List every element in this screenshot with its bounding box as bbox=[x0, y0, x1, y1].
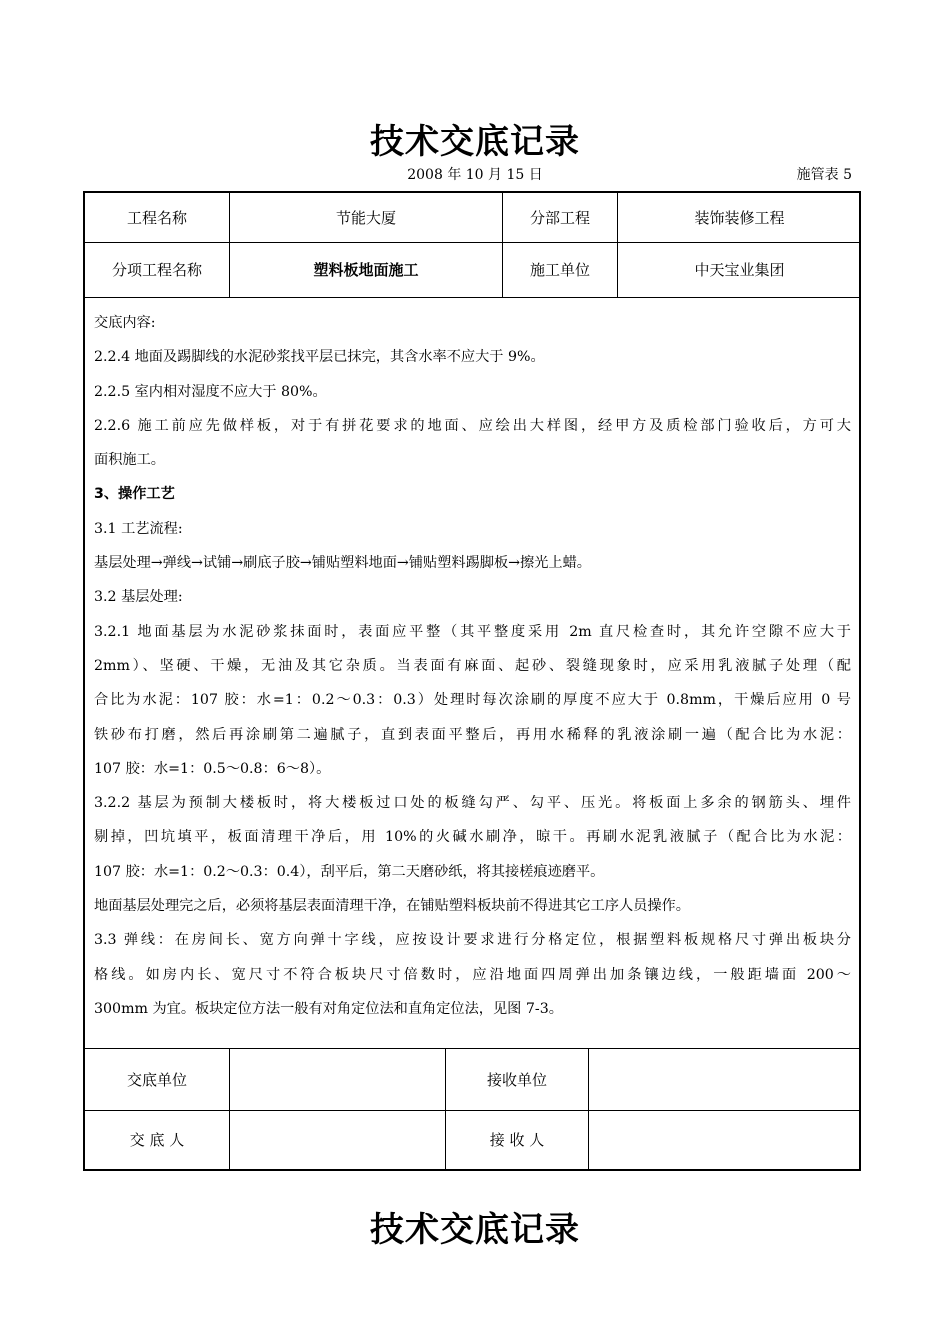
header-row-subproject bbox=[85, 242, 859, 298]
handover-person-field[interactable] bbox=[230, 1110, 446, 1169]
content-line: 3.2 基层处理: bbox=[94, 589, 183, 606]
receiving-unit-label: 接收单位 bbox=[446, 1049, 589, 1110]
form-code: 施管表 5 bbox=[796, 167, 852, 183]
project-name-label: 工程名称 bbox=[85, 193, 230, 242]
receiving-unit-field[interactable] bbox=[589, 1049, 861, 1110]
content-line: 3.2.1 地面基层为水泥砂浆抹面时，表面应平整（其平整度采用 2m 直尺检查时，其允许空隙不应大于 bbox=[94, 623, 851, 640]
next-page-title: 技术交底记录 bbox=[370, 1210, 580, 1250]
signature-row-unit bbox=[85, 1049, 859, 1111]
content-line: 地面基层处理完之后，必须将基层表面清理干净，在铺贴塑料板块前不得进其它工序人员操作。 bbox=[94, 898, 690, 915]
content-line: 107 胶：水=1：0.2～0.3：0.4），刮平后，第二天磨砂纸，将其接槎痕迹磨平。 bbox=[94, 863, 605, 880]
content-line: 2mm）、坚硬、干燥，无油及其它杂质。当表面有麻面、起砂、裂缝现象时，应采用乳液腻子处理（配 bbox=[94, 657, 851, 674]
content-intro: 交底内容: bbox=[94, 315, 156, 331]
disclosure-content bbox=[85, 297, 859, 1049]
section-heading: 3、操作工艺 bbox=[94, 486, 175, 503]
contractor-label: 施工单位 bbox=[503, 242, 618, 297]
page-title: 技术交底记录 bbox=[370, 122, 580, 162]
handover-person-label: 交 底 人 bbox=[85, 1110, 230, 1169]
content-line: 2.2.5 室内相对湿度不应大于 80%。 bbox=[94, 383, 327, 400]
content-line: 基层处理→弹线→试铺→刷底子胶→铺贴塑料地面→铺贴塑料踢脚板→擦光上蜡。 bbox=[94, 555, 591, 572]
content-line: 2.2.6 施工前应先做样板，对于有拼花要求的地面、应绘出大样图，经甲方及质检部门验收后，方可大 bbox=[94, 417, 851, 434]
content-line: 面积施工。 bbox=[94, 452, 165, 469]
division-value: 装饰装修工程 bbox=[694, 209, 785, 227]
record-table bbox=[83, 191, 861, 1171]
content-line: 3.1 工艺流程: bbox=[94, 520, 183, 537]
content-line: 3.3 弹线：在房间长、宽方向弹十字线，应按设计要求进行分格定位，根据塑料板规格尺寸弹出板块分 bbox=[94, 932, 851, 949]
handover-unit-label: 交底单位 bbox=[85, 1049, 230, 1110]
handover-unit-field[interactable] bbox=[230, 1049, 446, 1110]
subproject-label: 分项工程名称 bbox=[85, 242, 230, 297]
content-line: 剔掉，凹坑填平，板面清理干净后，用 10%的火碱水刷净，晾干。再刷水泥乳液腻子（配合比为水泥： bbox=[94, 829, 851, 846]
receiving-person-field[interactable] bbox=[589, 1110, 861, 1169]
content-line: 300mm 为宜。板块定位方法一般有对角定位法和直角定位法，见图 7-3。 bbox=[94, 1000, 563, 1017]
receiving-person-label: 接 收 人 bbox=[446, 1110, 589, 1169]
content-line: 格线。如房内长、宽尺寸不符合板块尺寸倍数时，应沿地面四周弹出加条镶边线，一般距墙面 200～ bbox=[94, 966, 851, 983]
project-name-value: 节能大厦 bbox=[230, 193, 503, 242]
division-label: 分部工程 bbox=[503, 193, 618, 242]
contractor-value: 中天宝业集团 bbox=[694, 261, 785, 279]
content-line: 107 胶：水=1：0.5～0.8：6～8）。 bbox=[94, 760, 331, 777]
content-line: 合比为水泥：107 胶：水=1：0.2～0.3：0.3）处理时每次涂刷的厚度不应大于 0.8mm，干燥后应用 0 号 bbox=[94, 692, 851, 709]
content-line: 2.2.4 地面及踢脚线的水泥砂浆找平层已抹完，其含水率不应大于 9%。 bbox=[94, 349, 545, 366]
header-row-project bbox=[85, 193, 859, 243]
content-line: 铁砂布打磨，然后再涂刷第二遍腻子，直到表面平整后，再用水稀释的乳液涂刷一遍（配合比为水泥： bbox=[94, 726, 851, 743]
subproject-value: 塑料板地面施工 bbox=[230, 242, 503, 297]
content-line: 3.2.2 基层为预制大楼板时，将大楼板过口处的板缝勾严、勾平、压光。将板面上多余的钢筋头、埋件 bbox=[94, 795, 851, 812]
signature-row-person bbox=[85, 1110, 859, 1169]
date-text: 2008 年 10 月 15 日 bbox=[407, 167, 543, 183]
